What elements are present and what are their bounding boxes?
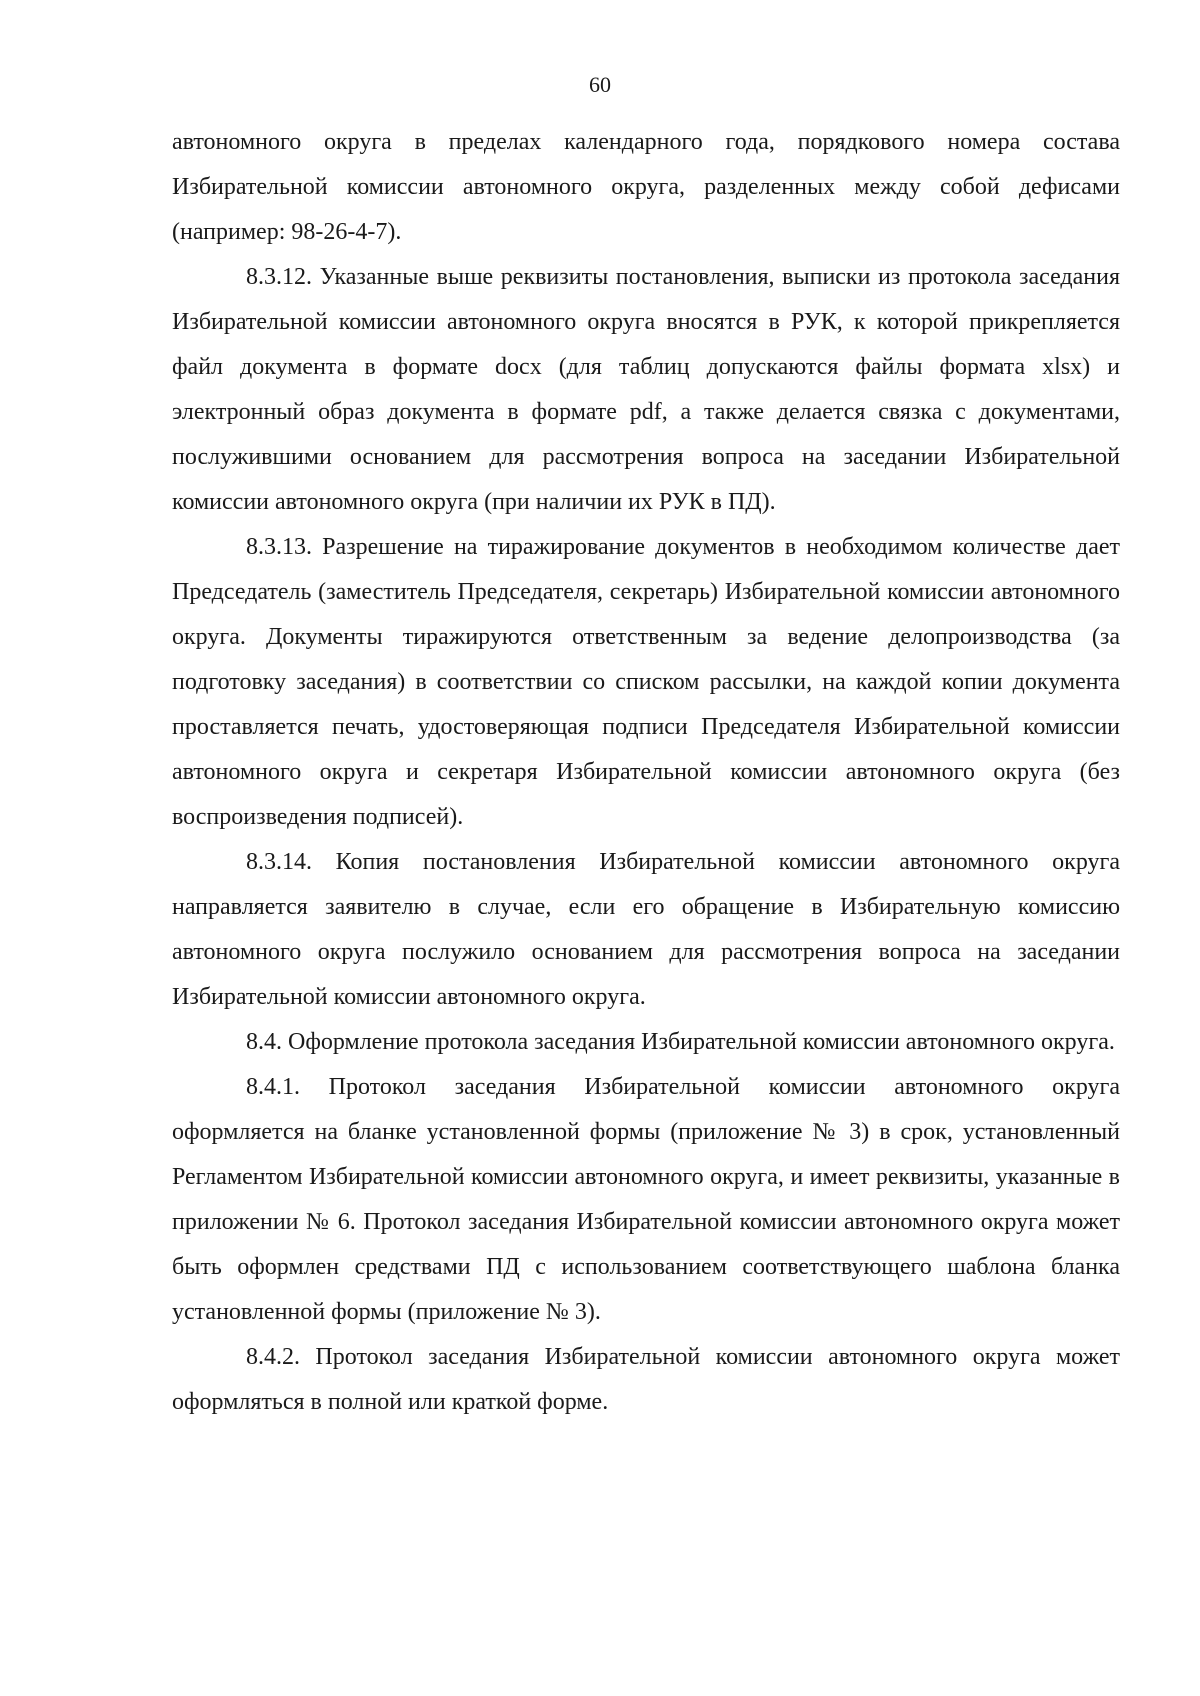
paragraph-8-4-2: 8.4.2. Протокол заседания Избирательной комиссии автономного округа может оформляться в полной или краткой форме. [172,1344,1120,1415]
paragraph-continuation: автономного округа в пределах календарного года, порядкового номера состава Избирательной комиссии автономного округа, разделенных между собой дефисами (например: 98-26-4-7). [172,129,1120,245]
paragraph-8-3-12: 8.3.12. Указанные выше реквизиты постановления, выписки из протокола заседания Избирательной комиссии автономного округа вносятся в РУК, к которой прикрепляется файл документа в формате docx (для таблиц допускаются файлы формата xlsx) и электронный образ документа в формате pdf, а также делается связка с документами, послужившими основанием для рассмотрения вопроса на заседании Избирательной комиссии автономного округа (при наличии их РУК в ПД). [172,264,1120,515]
paragraph-8-4-1: 8.4.1. Протокол заседания Избирательной комиссии автономного округа оформляется на бланке установленной формы (приложение № 3) в срок, установленный Регламентом Избирательной комиссии автономного округа, и имеет реквизиты, указанные в приложении № 6. Протокол заседания Избирательной комиссии автономного округа может быть оформлен средствами ПД с использованием соответствующего шаблона бланка установленной формы (приложение № 3). [172,1074,1120,1325]
paragraph-8-4: 8.4. Оформление протокола заседания Избирательной комиссии автономного округа. [246,1029,1115,1055]
paragraph-8-3-13: 8.3.13. Разрешение на тиражирование документов в необходимом количестве дает Председатель (заместитель Председателя, секретарь) Избирательной комиссии автономного округа. Документы тиражируются ответственным за ведение делопроизводства (за подготовку заседания) в соответствии со списком рассылки, на каждой копии документа проставляется печать, удостоверяющая подписи Председателя Избирательной комиссии автономного округа и секретаря Избирательной комиссии автономного округа (без воспроизведения подписей). [172,534,1120,830]
page-number: 60 [589,72,611,97]
document-body [172,120,1120,1425]
paragraph-8-3-14: 8.3.14. Копия постановления Избирательной комиссии автономного округа направляется заявителю в случае, если его обращение в Избирательную комиссию автономного округа послужило основанием для рассмотрения вопроса на заседании Избирательной комиссии автономного округа. [172,849,1120,1010]
